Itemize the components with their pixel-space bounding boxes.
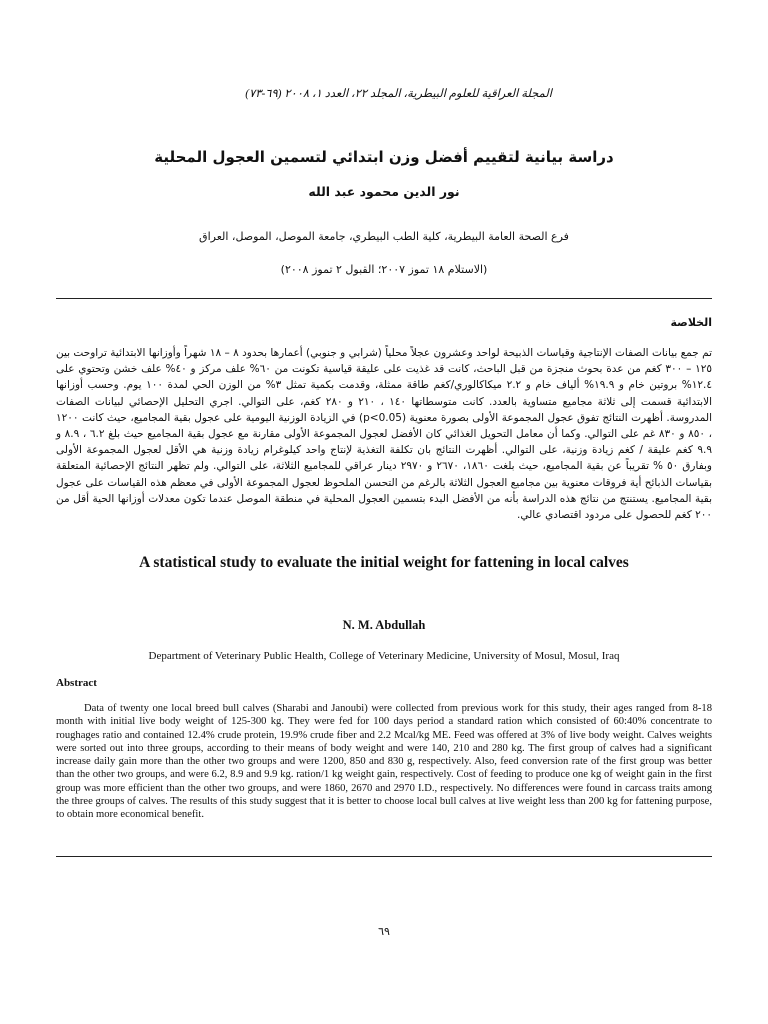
arabic-affiliation: فرع الصحة العامة البيطرية، كلية الطب البيطري، جامعة الموصل، الموصل، العراق	[199, 230, 569, 243]
top-divider	[56, 298, 712, 299]
english-affiliation: Department of Veterinary Public Health, College of Veterinary Medicine, University of Mosul, Mosul, Iraq	[148, 650, 620, 662]
english-author: N. M. Abdullah	[342, 618, 426, 632]
bottom-divider	[56, 856, 712, 857]
page-number: ٦٩	[378, 926, 390, 938]
english-abstract-heading: Abstract	[56, 677, 97, 689]
arabic-abstract-heading: الخلاصة	[670, 316, 712, 329]
journal-reference: المجلة العراقية للعلوم البيطرية، المجلد ٢٢، العدد ١، ٢٠٠٨ (٦٩-٧٣)	[245, 88, 552, 100]
arabic-author: نور الدين محمود عبد الله	[308, 184, 460, 199]
arabic-title: دراسة بيانية لتقييم أفضل وزن ابتدائي لتسمين العجول المحلية	[154, 148, 614, 166]
english-abstract-text: Data of twenty one local breed bull calves (Sharabi and Janoubi) were collected from previous work for this study, their ages ranged from 8-18 month with initial live body weight of 125-300 kg. They were fed for 100 days period a standard ration which consisted of 60:40% concentrate to roughages ratio and contained 12.4% crude protein, 19.9% crude fiber and 2.2 Mcal/kg ME. Feed was offered at 3% of live body weight. Calves weights were sorted out into three groups, according to their means of body weight and were 140, 210 and 280 kg. The first group of calves had a significant increase daily gain more than the other two groups and were 1200, 850 and 830 g, respectively. Also, feed conversion rate of the first group was better than the other two groups, and were 6.2, 8.9 and 9.9 kg. ration/1 kg weight gain, respectively. Cost of feeding to produce one kg of weight gain in the first group was more efficient than the other two groups, and were 1860, 2670 and 2970 I.D., respectively. No differences were found in carcass traits among the three groups of calves. The results of this study suggest that it is better to choose local bull calves at live weight less than 200 kg for fattening purpose, to obtain more economical benefit.	[56, 703, 712, 821]
english-title: A statistical study to evaluate the initial weight for fattening in local calves	[139, 554, 629, 571]
arabic-abstract-text: تم جمع بيانات الصفات الإنتاجية وقياسات الذبيحة لواحد وعشرون عجلاً محلياً (شرابي و جنوبي) أعمارها بحدود ٨ – ١٨ شهراً وأوزانها الابتدائية تراوحت بين ١٢٥ – ٣٠٠ كغم من عدة بحوث منجزة من قبل الباحث، كانت قد غذيت على عليقة قياسية تكونت من ٦٠% علف مركز و ٤٠% علف خشن وتحتوي على ١٢.٤% بروتين خام و ١٩.٩% ألياف خام و ٢.٢ ميكاكالوري/كغم طاقة ممثلة، وقدمت بكمية تمثل ٣% من الوزن الحي لمدة ١٠٠ يوم. وحسب أوزانها الابتدائية قسمت إلى ثلاثة مجاميع متساوية بالعدد. كانت متوسطاتها ١٤٠ ، ٢١٠ و ٢٨٠ كغم، على التوالي. اجري التحليل الإحصائي لبيانات الصفات المدروسة. أظهرت النتائج تفوق عجول المجموعة الأولى بصورة معنوية (p<0.05) في الزيادة الوزنية اليومية على عجول بقية المجاميع، حيث كانت ١٢٠٠ ، ٨٥٠ و ٨٣٠ غم على التوالي. وكما أن معامل التحويل الغذائي كان الأفضل لعجول المجموعة الأولى مقارنة مع عجول بقية المجاميع حيث بلغ ٦.٢ ، ٨.٩ و ٩.٩ كغم عليقة / كغم زيادة وزنية، على التوالي. أظهرت النتائج بان تكلفة التغذية لإنتاج واحد كيلوغرام زيادة وزنية هي الأقل لعجول المجموعة الأولى وبفارق ٥٠ % تقريباً عن بقية المجاميع، حيث بلغت ١٨٦٠، ٢٦٧٠ و ٢٩٧٠ دينار عراقي للمجاميع الثلاثة، على التوالي. ولم تظهر النتائج الإحصائية المتعلقة بقياسات الذبائح أية فروقات معنوية بين مجاميع العجول الثلاثة بالرغم من التحسن الملحوظ لعجول المجموعة الأولى في معظم هذه القياسات على عجول بقية المجاميع. يستنتج من نتائج هذه الدراسة بأنه من الأفضل البدء بتسمين العجول المحلية في منطقة الموصل عندما تكون معدلات أوزانها الحية أقل من ٢٠٠ كغم للحصول على مردود اقتصادي عالي.	[56, 347, 713, 522]
arabic-dates: (الاستلام ١٨ تموز ٢٠٠٧؛ القبول ٢ تموز ٢٠٠٨)	[280, 263, 488, 276]
